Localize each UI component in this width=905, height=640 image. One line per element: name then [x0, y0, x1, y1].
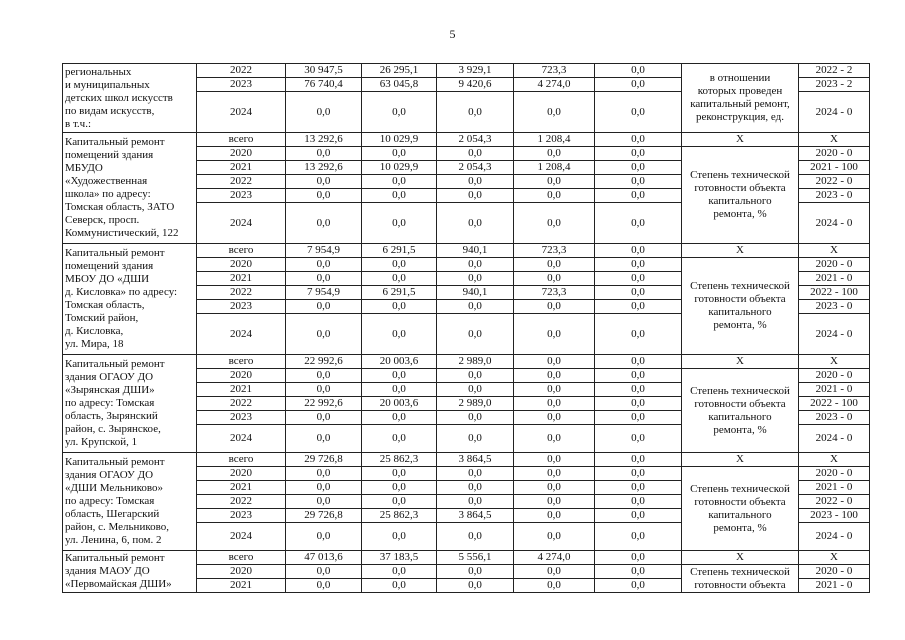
text-line: Капитальный ремонт — [65, 456, 165, 468]
amount-cell: 0,0 — [514, 467, 595, 481]
target-value-cell: 2020 - 0 — [799, 467, 870, 481]
amount-cell: 0,0 — [514, 258, 595, 272]
amount-cell: 0,0 — [286, 383, 362, 397]
indicator-cell — [682, 565, 799, 593]
amount-cell: 25 862,3 — [362, 453, 437, 467]
amount-cell: 723,3 — [514, 286, 595, 300]
year-cell: 2020 — [197, 369, 286, 383]
amount-cell: 0,0 — [286, 189, 362, 203]
amount-cell: 2 054,3 — [437, 161, 514, 175]
target-value-cell: 2021 - 0 — [799, 383, 870, 397]
text-line: Северск, просп. — [65, 214, 140, 226]
amount-cell: 0,0 — [514, 175, 595, 189]
target-value-cell: Х — [799, 551, 870, 565]
amount-cell: 0,0 — [595, 147, 682, 161]
text-line: по адресу: Томская — [65, 397, 155, 409]
amount-cell: 0,0 — [514, 579, 595, 593]
amount-cell: 0,0 — [437, 495, 514, 509]
amount-cell: 0,0 — [286, 425, 362, 453]
text-line: помещений здания — [65, 149, 154, 161]
amount-cell: 0,0 — [514, 411, 595, 425]
table-row — [63, 64, 870, 78]
amount-cell: 4 274,0 — [514, 78, 595, 92]
amount-cell: 0,0 — [514, 300, 595, 314]
target-value-cell: 2022 - 100 — [799, 286, 870, 300]
year-cell: 2022 — [197, 397, 286, 411]
text-line: МБОУ ДО «ДШИ — [65, 273, 150, 285]
text-line: Степень технической — [690, 482, 790, 495]
text-line: ремонта, % — [713, 423, 767, 436]
amount-cell: 0,0 — [437, 92, 514, 133]
year-cell: 2023 — [197, 78, 286, 92]
target-value-cell: 2022 - 2 — [799, 64, 870, 78]
amount-cell: 30 947,5 — [286, 64, 362, 78]
amount-cell: 0,0 — [437, 579, 514, 593]
amount-cell: 0,0 — [362, 314, 437, 355]
amount-cell: 0,0 — [286, 369, 362, 383]
text-line: Капитальный ремонт — [65, 247, 165, 259]
target-value-cell: 2020 - 0 — [799, 565, 870, 579]
text-line: ремонта, % — [713, 319, 767, 331]
amount-cell: 0,0 — [286, 314, 362, 355]
amount-cell: 0,0 — [514, 203, 595, 244]
amount-cell: 0,0 — [595, 383, 682, 397]
amount-cell: 0,0 — [437, 425, 514, 453]
amount-cell: 13 292,6 — [286, 133, 362, 147]
indicator-cell: Х — [682, 551, 799, 565]
amount-cell: 5 556,1 — [437, 551, 514, 565]
target-value-cell: Х — [799, 133, 870, 147]
amount-cell: 0,0 — [437, 565, 514, 579]
amount-cell: 0,0 — [514, 425, 595, 453]
year-cell: 2020 — [197, 467, 286, 481]
amount-cell: 0,0 — [437, 203, 514, 244]
text-line: ул. Ленина, 6, пом. 2 — [65, 534, 162, 546]
text-line: готовности объекта — [694, 578, 786, 591]
indicator-cell: Х — [682, 355, 799, 369]
target-value-cell: 2024 - 0 — [799, 92, 870, 133]
amount-cell: 0,0 — [595, 467, 682, 481]
amount-cell: 29 726,8 — [286, 509, 362, 523]
amount-cell: 0,0 — [595, 369, 682, 383]
target-value-cell: 2024 - 0 — [799, 523, 870, 551]
table-row — [63, 551, 870, 565]
amount-cell: 0,0 — [362, 258, 437, 272]
amount-cell: 0,0 — [286, 175, 362, 189]
amount-cell: 0,0 — [286, 147, 362, 161]
target-value-cell: 2023 - 100 — [799, 509, 870, 523]
amount-cell: 0,0 — [286, 467, 362, 481]
amount-cell: 0,0 — [437, 383, 514, 397]
text-line: Степень технической — [690, 169, 790, 181]
amount-cell: 26 295,1 — [362, 64, 437, 78]
amount-cell: 0,0 — [362, 411, 437, 425]
amount-cell: 0,0 — [514, 383, 595, 397]
amount-cell: 3 864,5 — [437, 453, 514, 467]
text-line: Капитальный ремонт — [65, 552, 165, 564]
amount-cell: 0,0 — [514, 397, 595, 411]
year-cell: 2020 — [197, 565, 286, 579]
amount-cell: 0,0 — [362, 175, 437, 189]
year-cell: 2021 — [197, 383, 286, 397]
text-line: «ДШИ Мельниково» — [65, 482, 163, 494]
target-value-cell: Х — [799, 244, 870, 258]
text-line: Томская область, — [65, 299, 145, 311]
amount-cell: 0,0 — [595, 314, 682, 355]
table-row — [63, 355, 870, 369]
amount-cell: 2 989,0 — [437, 355, 514, 369]
amount-cell: 0,0 — [437, 189, 514, 203]
year-cell: 2021 — [197, 481, 286, 495]
amount-cell: 0,0 — [595, 495, 682, 509]
amount-cell: 3 864,5 — [437, 509, 514, 523]
amount-cell: 29 726,8 — [286, 453, 362, 467]
amount-cell: 0,0 — [514, 272, 595, 286]
amount-cell: 2 989,0 — [437, 397, 514, 411]
amount-cell: 0,0 — [595, 397, 682, 411]
year-cell: всего — [197, 453, 286, 467]
amount-cell: 76 740,4 — [286, 78, 362, 92]
amount-cell: 0,0 — [514, 481, 595, 495]
amount-cell: 0,0 — [514, 509, 595, 523]
amount-cell: 0,0 — [595, 411, 682, 425]
amount-cell: 0,0 — [437, 300, 514, 314]
year-cell: 2022 — [197, 286, 286, 300]
text-line: капитального — [708, 306, 772, 318]
target-value-cell: Х — [799, 355, 870, 369]
amount-cell: 0,0 — [595, 355, 682, 369]
amount-cell: 13 292,6 — [286, 161, 362, 175]
amount-cell: 0,0 — [437, 481, 514, 495]
amount-cell: 0,0 — [437, 147, 514, 161]
year-cell: 2023 — [197, 300, 286, 314]
target-value-cell: 2020 - 0 — [799, 369, 870, 383]
target-value-cell: 2024 - 0 — [799, 425, 870, 453]
amount-cell: 47 013,6 — [286, 551, 362, 565]
amount-cell: 6 291,5 — [362, 286, 437, 300]
amount-cell: 0,0 — [286, 579, 362, 593]
amount-cell: 37 183,5 — [362, 551, 437, 565]
amount-cell: 6 291,5 — [362, 244, 437, 258]
amount-cell: 0,0 — [595, 509, 682, 523]
amount-cell: 0,0 — [595, 272, 682, 286]
amount-cell: 0,0 — [362, 523, 437, 551]
year-cell: 2021 — [197, 579, 286, 593]
amount-cell: 0,0 — [437, 175, 514, 189]
amount-cell: 0,0 — [595, 78, 682, 92]
amount-cell: 63 045,8 — [362, 78, 437, 92]
amount-cell: 20 003,6 — [362, 397, 437, 411]
year-cell: 2022 — [197, 175, 286, 189]
amount-cell: 0,0 — [437, 467, 514, 481]
table-body — [63, 64, 870, 593]
amount-cell: 0,0 — [595, 64, 682, 78]
text-line: Капитальный ремонт — [65, 136, 165, 148]
text-line: Томский район, — [65, 312, 139, 324]
amount-cell: 0,0 — [595, 244, 682, 258]
target-value-cell: 2024 - 0 — [799, 314, 870, 355]
year-cell: 2023 — [197, 411, 286, 425]
amount-cell: 0,0 — [286, 481, 362, 495]
target-value-cell: Х — [799, 453, 870, 467]
amount-cell: 0,0 — [286, 300, 362, 314]
text-line: «Зырянская ДШИ» — [65, 384, 155, 396]
text-line: реконструкция, ед. — [696, 111, 784, 123]
target-value-cell: 2023 - 0 — [799, 189, 870, 203]
amount-cell: 0,0 — [286, 203, 362, 244]
year-cell: 2024 — [197, 523, 286, 551]
year-cell: 2021 — [197, 161, 286, 175]
target-value-cell: 2023 - 0 — [799, 411, 870, 425]
amount-cell: 0,0 — [286, 411, 362, 425]
amount-cell: 1 208,4 — [514, 133, 595, 147]
amount-cell: 0,0 — [362, 383, 437, 397]
page-number: 5 — [449, 27, 456, 41]
amount-cell: 0,0 — [362, 481, 437, 495]
amount-cell: 0,0 — [437, 523, 514, 551]
text-line: региональных — [65, 65, 132, 78]
year-cell: 2024 — [197, 203, 286, 244]
amount-cell: 0,0 — [595, 133, 682, 147]
text-line: ремонта, % — [713, 208, 767, 220]
budget-table — [62, 63, 870, 593]
year-cell: 2023 — [197, 189, 286, 203]
target-value-cell: 2023 - 0 — [799, 300, 870, 314]
text-line: школа» по адресу: — [65, 188, 151, 200]
text-line: капитальный ремонт, — [690, 98, 790, 110]
text-line: которых проведен — [697, 85, 783, 97]
text-line: область, Зырянский — [65, 410, 158, 422]
amount-cell: 0,0 — [595, 258, 682, 272]
year-cell: всего — [197, 551, 286, 565]
table-row — [63, 244, 870, 258]
amount-cell: 0,0 — [514, 147, 595, 161]
amount-cell: 0,0 — [595, 92, 682, 133]
indicator-cell — [682, 369, 799, 453]
amount-cell: 9 420,6 — [437, 78, 514, 92]
amount-cell: 0,0 — [286, 272, 362, 286]
object-name-cell — [63, 453, 197, 551]
amount-cell: 10 029,9 — [362, 133, 437, 147]
amount-cell: 0,0 — [595, 286, 682, 300]
amount-cell: 0,0 — [595, 175, 682, 189]
year-cell: 2022 — [197, 64, 286, 78]
amount-cell: 723,3 — [514, 64, 595, 78]
target-value-cell: 2021 - 100 — [799, 161, 870, 175]
indicator-cell — [682, 147, 799, 244]
amount-cell: 0,0 — [437, 411, 514, 425]
amount-cell: 2 054,3 — [437, 133, 514, 147]
amount-cell: 0,0 — [595, 565, 682, 579]
amount-cell: 0,0 — [595, 523, 682, 551]
year-cell: 2023 — [197, 509, 286, 523]
indicator-cell: Х — [682, 244, 799, 258]
amount-cell: 0,0 — [437, 369, 514, 383]
text-line: область, Шегарский — [65, 508, 160, 520]
object-name-cell — [63, 244, 197, 355]
amount-cell: 0,0 — [514, 565, 595, 579]
year-cell: 2022 — [197, 495, 286, 509]
amount-cell: 0,0 — [286, 523, 362, 551]
year-cell: 2024 — [197, 425, 286, 453]
text-line: по видам искусств, — [65, 104, 155, 117]
amount-cell: 0,0 — [514, 189, 595, 203]
amount-cell: 22 992,6 — [286, 355, 362, 369]
amount-cell: 0,0 — [595, 481, 682, 495]
text-line: Степень технической — [690, 384, 790, 397]
text-line: ремонта, % — [713, 521, 767, 534]
amount-cell: 0,0 — [362, 425, 437, 453]
year-cell: 2024 — [197, 92, 286, 133]
text-line: Капитальный ремонт — [65, 358, 165, 370]
object-name-cell — [63, 64, 197, 133]
amount-cell: 0,0 — [437, 314, 514, 355]
amount-cell: 940,1 — [437, 244, 514, 258]
target-value-cell: 2022 - 0 — [799, 495, 870, 509]
amount-cell: 723,3 — [514, 244, 595, 258]
text-line: Коммунистический, 122 — [65, 227, 179, 239]
amount-cell: 0,0 — [595, 551, 682, 565]
year-cell: всего — [197, 133, 286, 147]
text-line: район, с. Мельниково, — [65, 521, 169, 533]
text-line: капитального — [708, 410, 772, 423]
amount-cell: 0,0 — [437, 258, 514, 272]
text-line: район, с. Зырянское, — [65, 423, 161, 435]
text-line: МБУДО — [65, 162, 103, 174]
text-line: готовности объекта — [694, 495, 786, 508]
amount-cell: 3 929,1 — [437, 64, 514, 78]
text-line: готовности объекта — [694, 293, 786, 305]
target-value-cell: 2021 - 0 — [799, 481, 870, 495]
indicator-cell: Х — [682, 133, 799, 147]
text-line: готовности объекта — [694, 182, 786, 194]
text-line: ул. Мира, 18 — [65, 338, 124, 350]
amount-cell: 10 029,9 — [362, 161, 437, 175]
amount-cell: 20 003,6 — [362, 355, 437, 369]
amount-cell: 0,0 — [595, 161, 682, 175]
amount-cell: 0,0 — [514, 92, 595, 133]
amount-cell: 0,0 — [595, 189, 682, 203]
text-line: детских школ искусств — [65, 91, 173, 104]
text-line: здания ОГАОУ ДО — [65, 371, 154, 383]
year-cell: всего — [197, 355, 286, 369]
year-cell: всего — [197, 244, 286, 258]
indicator-cell — [682, 467, 799, 551]
amount-cell: 0,0 — [595, 453, 682, 467]
amount-cell: 7 954,9 — [286, 286, 362, 300]
amount-cell: 25 862,3 — [362, 509, 437, 523]
amount-cell: 0,0 — [362, 189, 437, 203]
amount-cell: 0,0 — [286, 495, 362, 509]
text-line: «Первомайская ДШИ» — [65, 578, 172, 590]
amount-cell: 0,0 — [362, 579, 437, 593]
text-line: д. Кисловка, — [65, 325, 124, 337]
amount-cell: 0,0 — [437, 272, 514, 286]
text-line: в т.ч.: — [65, 117, 92, 130]
amount-cell: 0,0 — [362, 369, 437, 383]
amount-cell: 0,0 — [514, 314, 595, 355]
amount-cell: 0,0 — [514, 523, 595, 551]
table-row — [63, 453, 870, 467]
object-name-cell — [63, 355, 197, 453]
text-line: Степень технической — [690, 280, 790, 292]
amount-cell: 0,0 — [514, 369, 595, 383]
amount-cell: 0,0 — [362, 467, 437, 481]
target-value-cell: 2020 - 0 — [799, 147, 870, 161]
amount-cell: 0,0 — [595, 579, 682, 593]
target-value-cell: 2024 - 0 — [799, 203, 870, 244]
text-line: и муниципальных — [65, 78, 150, 91]
object-name-cell — [63, 551, 197, 593]
text-line: по адресу: Томская — [65, 495, 155, 507]
text-line: здания МАОУ ДО — [65, 565, 150, 577]
amount-cell: 0,0 — [286, 92, 362, 133]
text-line: здания ОГАОУ ДО — [65, 469, 154, 481]
text-line: д. Кисловка» по адресу: — [65, 286, 178, 298]
text-line: «Художественная — [65, 175, 148, 187]
year-cell: 2020 — [197, 258, 286, 272]
target-value-cell: 2021 - 0 — [799, 272, 870, 286]
text-line: Степень технической — [690, 565, 790, 578]
amount-cell: 940,1 — [437, 286, 514, 300]
amount-cell: 0,0 — [286, 565, 362, 579]
amount-cell: 0,0 — [595, 425, 682, 453]
indicator-cell — [682, 258, 799, 355]
amount-cell: 0,0 — [514, 495, 595, 509]
amount-cell: 22 992,6 — [286, 397, 362, 411]
amount-cell: 0,0 — [362, 565, 437, 579]
text-line: капитального — [708, 195, 772, 207]
target-value-cell: 2022 - 0 — [799, 175, 870, 189]
amount-cell: 0,0 — [362, 272, 437, 286]
amount-cell: 1 208,4 — [514, 161, 595, 175]
amount-cell: 0,0 — [362, 300, 437, 314]
indicator-cell — [682, 64, 799, 133]
amount-cell: 0,0 — [362, 495, 437, 509]
amount-cell: 7 954,9 — [286, 244, 362, 258]
amount-cell: 4 274,0 — [514, 551, 595, 565]
table-row — [63, 133, 870, 147]
target-value-cell: 2020 - 0 — [799, 258, 870, 272]
target-value-cell: 2023 - 2 — [799, 78, 870, 92]
amount-cell: 0,0 — [514, 355, 595, 369]
amount-cell: 0,0 — [514, 453, 595, 467]
target-value-cell: 2021 - 0 — [799, 579, 870, 593]
amount-cell: 0,0 — [362, 147, 437, 161]
text-line: в отношении — [709, 72, 771, 84]
text-line: помещений здания — [65, 260, 154, 272]
amount-cell: 0,0 — [362, 92, 437, 133]
target-value-cell: 2022 - 100 — [799, 397, 870, 411]
year-cell: 2021 — [197, 272, 286, 286]
amount-cell: 0,0 — [595, 300, 682, 314]
amount-cell: 0,0 — [595, 203, 682, 244]
year-cell: 2020 — [197, 147, 286, 161]
text-line: Томская область, ЗАТО — [65, 201, 175, 213]
year-cell: 2024 — [197, 314, 286, 355]
text-line: ул. Крупской, 1 — [65, 436, 138, 448]
indicator-cell: Х — [682, 453, 799, 467]
amount-cell: 0,0 — [362, 203, 437, 244]
amount-cell: 0,0 — [286, 258, 362, 272]
text-line: готовности объекта — [694, 397, 786, 410]
object-name-cell — [63, 133, 197, 244]
text-line: капитального — [708, 508, 772, 521]
